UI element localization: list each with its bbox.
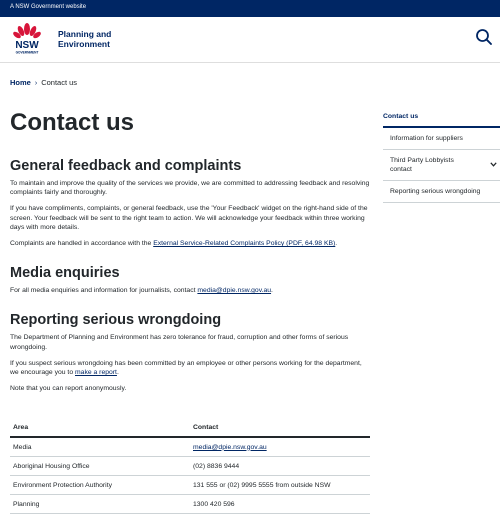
general-feedback-widget-text: If you have compliments, complaints, or general feedback, use the 'Your Feedback' widget on the right-hand side of the screen. Your feedback will be sent to the right team to action. We will acknowledge your feedback within three working days with more details. (10, 205, 368, 231)
general-feedback-heading: General feedback and complaints (10, 158, 242, 174)
sidebar-item-suppliers[interactable] (383, 128, 500, 150)
main-content (10, 108, 370, 393)
government-bar-text: A NSW Government website (10, 4, 87, 10)
table-cell-contact: 1300 420 596 (190, 495, 370, 514)
government-bar (0, 0, 500, 17)
logo-text: NSW (15, 40, 39, 51)
anonymous-note: Note that you can report anonymously. (10, 385, 127, 393)
nsw-logo[interactable] (10, 21, 44, 55)
sidebar-item-label: Contact us (383, 113, 419, 120)
sidebar-item-label: Third Party Lobbyists contact (390, 157, 454, 173)
table-row (10, 457, 370, 476)
table-cell-contact: (02) 8836 9444 (190, 457, 370, 476)
table-cell-contact: 131 555 or (02) 9995 5555 from outside NSW (190, 476, 370, 495)
breadcrumb-home[interactable]: Home (10, 78, 31, 87)
table-header-area: Area (10, 418, 190, 437)
sidebar-item-label: Information for suppliers (390, 135, 463, 142)
table-row (10, 495, 370, 514)
wrongdoing-report-text: If you suspect serious wrongdoing has been committed by an employee or other persons working for the department, we encourage you to make a report. (10, 359, 362, 377)
site-name[interactable] (58, 29, 111, 49)
table-cell-area: Environment Protection Authority (10, 476, 190, 495)
site-name-line2: Environment (58, 39, 110, 49)
search-icon (474, 27, 494, 47)
complaints-policy-text: Complaints are handled in accordance with the External Service-Related Complaints Policy (PDF, 64.98 KB). (10, 240, 338, 248)
breadcrumb (10, 78, 77, 87)
chevron-right-icon: › (34, 80, 38, 87)
sidebar-nav (383, 107, 500, 203)
table-cell-area: Aboriginal Housing Office (10, 457, 190, 476)
page-title: Contact us (10, 109, 135, 136)
table-row (10, 437, 370, 457)
table-cell-area: Media (10, 437, 190, 457)
wrongdoing-heading: Reporting serious wrongdoing (10, 312, 222, 329)
table-cell-contact (190, 437, 370, 457)
general-feedback-intro: To maintain and improve the quality of the services we provide, we are committed to addressing feedback and resolving complaints fairly and thoroughly. (10, 180, 370, 197)
table-header-row (10, 418, 370, 437)
sidebar-item-wrongdoing[interactable] (383, 181, 500, 203)
site-name-line1: Planning and (58, 29, 112, 39)
media-enquiries-text: For all media enquiries and information for journalists, contact media@dpie.nsw.gov.au. (10, 287, 273, 295)
sidebar-item-label: Reporting serious wrongdoing (390, 188, 481, 195)
table-cell-area: Planning (10, 495, 190, 514)
sidebar-item-lobbyists[interactable] (383, 150, 500, 181)
chevron-down-icon[interactable] (490, 162, 497, 167)
wrongdoing-intro: The Department of Planning and Environment has zero tolerance for fraud, corruption and other forms of serious wrongdoing. (10, 334, 349, 351)
waratah-icon (10, 21, 44, 55)
media-enquiries-heading: Media enquiries (10, 265, 120, 282)
site-header (0, 17, 500, 63)
logo-subtext: GOVERNMENT (15, 50, 39, 55)
make-report-link[interactable]: make a report (75, 369, 117, 377)
breadcrumb-current: Contact us (41, 78, 78, 87)
sidebar-item-contact-us[interactable] (383, 107, 500, 128)
media-email-link[interactable]: media@dpie.nsw.gov.au (197, 287, 272, 295)
search-button[interactable] (474, 27, 494, 47)
table-row (10, 476, 370, 495)
complaints-policy-link[interactable]: External Service-Related Complaints Policy (PDF, 64.98 KB) (153, 240, 336, 248)
media-contact-link[interactable]: media@dpie.nsw.gov.au (193, 443, 267, 451)
table-header-contact: Contact (190, 418, 370, 437)
